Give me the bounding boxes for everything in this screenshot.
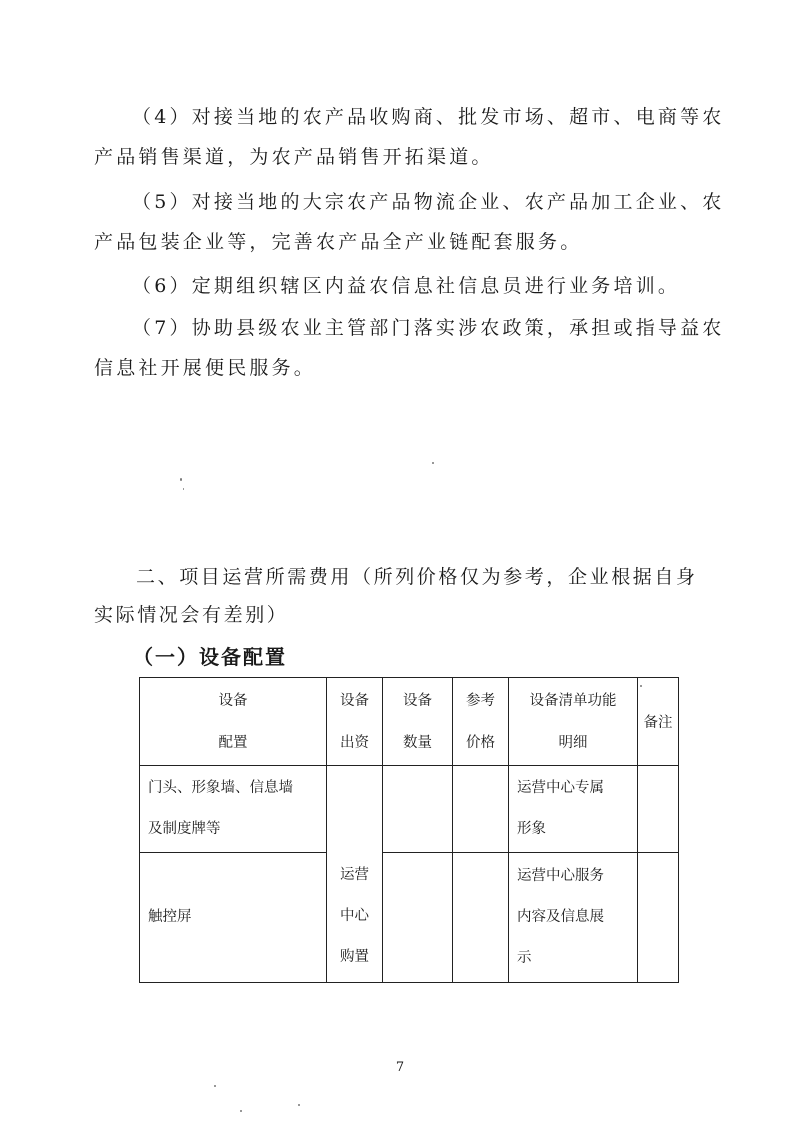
funding-cell: 运营 中心 购置: [327, 766, 383, 983]
scan-speck: [180, 478, 182, 481]
scan-speck: [240, 1110, 242, 1112]
section-heading: [94, 558, 734, 634]
paragraph-6: [94, 266, 714, 306]
quantity-cell: [383, 766, 453, 853]
quantity-cell: [383, 853, 453, 983]
equipment-table: [139, 677, 679, 983]
scan-speck: [214, 1085, 216, 1087]
item-cell: 触控屏: [140, 853, 327, 983]
note-cell: [638, 853, 679, 983]
header-cell: 设备 数量: [383, 678, 453, 766]
scan-speck: [298, 1104, 300, 1106]
section-heading-line: 实际情况会有差别）: [94, 604, 289, 626]
table-row: [140, 766, 679, 853]
paragraph-line: （4）对接当地的农产品收购商、批发市场、超市、电商等农: [132, 106, 725, 128]
header-cell: 参考 价格: [453, 678, 509, 766]
paragraph-line: 信息社开展便民服务。: [94, 357, 317, 379]
price-cell: [453, 853, 509, 983]
paragraph-line: 产品销售渠道，为农产品销售开拓渠道。: [94, 146, 494, 168]
header-cell: 设备 出资: [327, 678, 383, 766]
item-cell: 门头、形象墙、信息墙 及制度牌等: [140, 766, 327, 853]
scan-speck: [183, 488, 184, 490]
paragraph-line: （6）定期组织辖区内益农信息社信息员进行业务培训。: [132, 275, 681, 297]
paragraph-line: （5）对接当地的大宗农产品物流企业、农产品加工企业、农: [132, 191, 725, 213]
paragraph-4: [94, 97, 725, 177]
page-number: 7: [395, 1060, 405, 1075]
table-row: [140, 853, 679, 983]
detail-cell: 运营中心服务 内容及信息展 示: [509, 853, 638, 983]
table-header-row: [140, 678, 679, 766]
detail-cell: 运营中心专属 形象: [509, 766, 638, 853]
price-cell: [453, 766, 509, 853]
paragraph-line: 产品包装企业等，完善农产品全产业链配套服务。: [94, 231, 583, 253]
header-cell: 设备清单功能 明细: [509, 678, 638, 766]
header-cell: 备注: [638, 678, 679, 766]
scan-speck: [432, 462, 434, 464]
paragraph-5: [94, 182, 725, 262]
subsection-heading: （一）设备配置: [133, 645, 287, 669]
paragraph-7: [94, 308, 725, 388]
scan-speck: [640, 685, 642, 687]
header-cell: 设备 配置: [140, 678, 327, 766]
note-cell: [638, 766, 679, 853]
paragraph-line: （7）协助县级农业主管部门落实涉农政策，承担或指导益农: [132, 317, 725, 339]
section-heading-line: 二、项目运营所需费用（所列价格仅为参考，企业根据自身: [136, 566, 698, 588]
